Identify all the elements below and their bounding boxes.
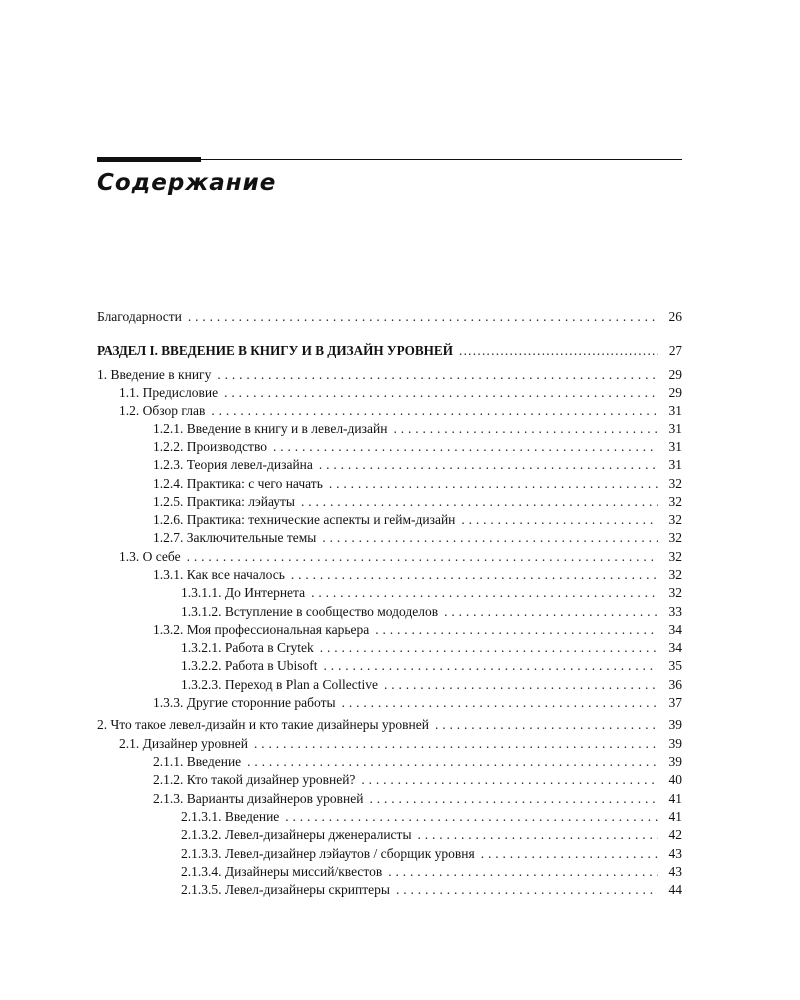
page-title: Содержание [97, 170, 277, 196]
toc-entry[interactable] [181, 808, 682, 826]
toc-entry-page: 32 [668, 512, 682, 527]
dot-leader [211, 402, 658, 420]
toc-entry[interactable] [181, 845, 682, 863]
toc-entry-title: 2.1.3.2. Левел-дизайнеры дженералисты [181, 827, 412, 842]
toc-entry-title: 1.2.4. Практика: с чего начать [153, 476, 323, 491]
toc-entry-page: 34 [668, 640, 682, 655]
toc-entry[interactable] [181, 826, 682, 844]
dot-leader [388, 863, 658, 881]
dot-leader [301, 493, 658, 511]
dot-leader [459, 342, 658, 360]
toc-entry-page: 29 [668, 385, 682, 400]
toc-entry[interactable] [153, 771, 682, 789]
toc-entry-title: 2.1.1. Введение [153, 754, 242, 769]
toc-entry[interactable] [119, 402, 682, 420]
toc-entry[interactable] [153, 475, 682, 493]
dot-leader [461, 511, 658, 529]
toc-entry[interactable] [153, 438, 682, 456]
toc-entry-page: 41 [668, 809, 682, 824]
dot-leader [285, 808, 658, 826]
dot-leader [224, 384, 658, 402]
toc-entry-title: 2.1.3.3. Левел-дизайнер лэйаутов / сборщик уровня [181, 846, 475, 861]
toc-entry-title: 1.3.2. Моя профессиональная карьера [153, 622, 370, 637]
toc-entry-page: 32 [668, 549, 682, 564]
toc-entry[interactable] [97, 308, 682, 326]
toc-entry-page: 43 [668, 846, 682, 861]
toc-entry[interactable] [153, 790, 682, 808]
toc-entry-title: 2.1. Дизайнер уровней [119, 736, 249, 751]
toc-entry-title: 2.1.3.1. Введение [181, 809, 280, 824]
dot-leader [311, 584, 658, 602]
dot-leader [188, 308, 658, 326]
dot-leader [187, 548, 658, 566]
toc-entry-page: 32 [668, 567, 682, 582]
dot-leader [369, 790, 658, 808]
dot-leader [418, 826, 658, 844]
toc-entry-title: 1.3. О себе [119, 549, 181, 564]
toc-entry-title: Благодарности [97, 309, 182, 324]
toc-entry-page: 26 [668, 309, 682, 324]
toc-entry-page: 41 [668, 791, 682, 806]
toc-entry-page: 40 [668, 772, 682, 787]
dot-leader [375, 621, 658, 639]
toc-entry-page: 31 [668, 457, 682, 472]
toc-entry[interactable] [153, 621, 682, 639]
toc-entry[interactable] [119, 548, 682, 566]
dot-leader [329, 475, 658, 493]
toc-entry[interactable] [181, 881, 682, 899]
dot-leader [273, 438, 658, 456]
toc-entry[interactable] [181, 863, 682, 881]
toc-entry[interactable] [181, 584, 682, 602]
dot-leader [324, 657, 659, 675]
toc-entry[interactable] [181, 657, 682, 675]
toc-entry[interactable] [153, 694, 682, 712]
toc-entry[interactable] [153, 456, 682, 474]
dot-leader [444, 603, 658, 621]
toc-entry-page: 34 [668, 622, 682, 637]
toc-entry[interactable] [119, 735, 682, 753]
toc-entry-title: 1.2.5. Практика: лэйауты [153, 494, 296, 509]
toc-entry-title: 2.1.2. Кто такой дизайнер уровней? [153, 772, 356, 787]
toc-entry-title: 1.3.3. Другие сторонние работы [153, 695, 336, 710]
toc-entry[interactable] [119, 384, 682, 402]
toc-entry[interactable] [153, 511, 682, 529]
toc-entry-page: 35 [668, 658, 682, 673]
toc-entry-title: 2.1.3.4. Дизайнеры миссий/квестов [181, 864, 383, 879]
toc-entry-title: 1.3.2.2. Работа в Ubisoft [181, 658, 318, 673]
toc-entry-page: 33 [668, 604, 682, 619]
dot-leader [322, 529, 658, 547]
toc-entry-title: 2.1.3. Варианты дизайнеров уровней [153, 791, 364, 806]
toc-entry-page: 43 [668, 864, 682, 879]
toc-entry-page: 39 [668, 717, 682, 732]
toc-entry[interactable] [153, 753, 682, 771]
toc-entry-title: 1.2.7. Заключительные темы [153, 530, 317, 545]
toc-entry-page: 32 [668, 476, 682, 491]
dot-leader [254, 735, 658, 753]
dot-leader [361, 771, 658, 789]
toc-entry[interactable] [97, 366, 682, 384]
toc-entry-title: 1.3.2.1. Работа в Crytek [181, 640, 314, 655]
toc-entry[interactable] [153, 566, 682, 584]
toc-entry[interactable] [153, 420, 682, 438]
dot-leader [320, 639, 658, 657]
dot-leader [393, 420, 658, 438]
toc-entry-page: 37 [668, 695, 682, 710]
toc-entry-page: 39 [668, 754, 682, 769]
dot-leader [342, 694, 658, 712]
toc-entry-title: 1. Введение в книгу [97, 367, 212, 382]
toc-entry-page: 44 [668, 882, 682, 897]
dot-leader [435, 716, 658, 734]
dot-leader [247, 753, 658, 771]
dot-leader [319, 456, 658, 474]
toc-entry-page: 31 [668, 439, 682, 454]
toc-entry-title: 1.2.2. Производство [153, 439, 267, 454]
toc-entry[interactable] [97, 716, 682, 734]
toc-entry-page: 32 [668, 585, 682, 600]
toc-entry-title: 1.3.1.2. Вступление в сообщество мододелов [181, 604, 439, 619]
dot-leader [396, 881, 658, 899]
dot-leader [291, 566, 658, 584]
toc-entry[interactable] [153, 529, 682, 547]
toc-entry[interactable] [97, 342, 682, 360]
toc-entry-page: 36 [668, 677, 682, 692]
toc-entry-page: 32 [668, 494, 682, 509]
toc-entry-page: 39 [668, 736, 682, 751]
toc-entry-page: 32 [668, 530, 682, 545]
dot-leader [481, 845, 658, 863]
dot-leader [217, 366, 658, 384]
toc-entry-title: 1.2.3. Теория левел-дизайна [153, 457, 313, 472]
toc-entry-title: РАЗДЕЛ I. ВВЕДЕНИЕ В КНИГУ И В ДИЗАЙН УРОВНЕЙ [97, 343, 453, 358]
toc-entry-title: 1.3.1. Как все началось [153, 567, 285, 582]
toc-entry-title: 1.3.2.3. Переход в Plan a Collective [181, 677, 378, 692]
toc-entry-page: 42 [668, 827, 682, 842]
toc-entry-page: 31 [668, 421, 682, 436]
toc-entry-page: 27 [668, 343, 682, 358]
toc-entry-page: 29 [668, 367, 682, 382]
toc-entry-title: 1.3.1.1. До Интернета [181, 585, 306, 600]
toc-entry-page: 31 [668, 403, 682, 418]
dot-leader [384, 676, 658, 694]
toc-entry-title: 2.1.3.5. Левел-дизайнеры скриптеры [181, 882, 390, 897]
toc-entry-title: 1.2.1. Введение в книгу и в левел-дизайн [153, 421, 388, 436]
toc-entry-title: 1.1. Предисловие [119, 385, 219, 400]
toc-entry[interactable] [181, 639, 682, 657]
toc-entry[interactable] [181, 676, 682, 694]
toc-entry-title: 1.2. Обзор глав [119, 403, 206, 418]
toc-entry-title: 2. Что такое левел-дизайн и кто такие дизайнеры уровней [97, 717, 429, 732]
toc-entry[interactable] [181, 603, 682, 621]
toc-entry-title: 1.2.6. Практика: технические аспекты и гейм-дизайн [153, 512, 456, 527]
toc-entry[interactable] [153, 493, 682, 511]
